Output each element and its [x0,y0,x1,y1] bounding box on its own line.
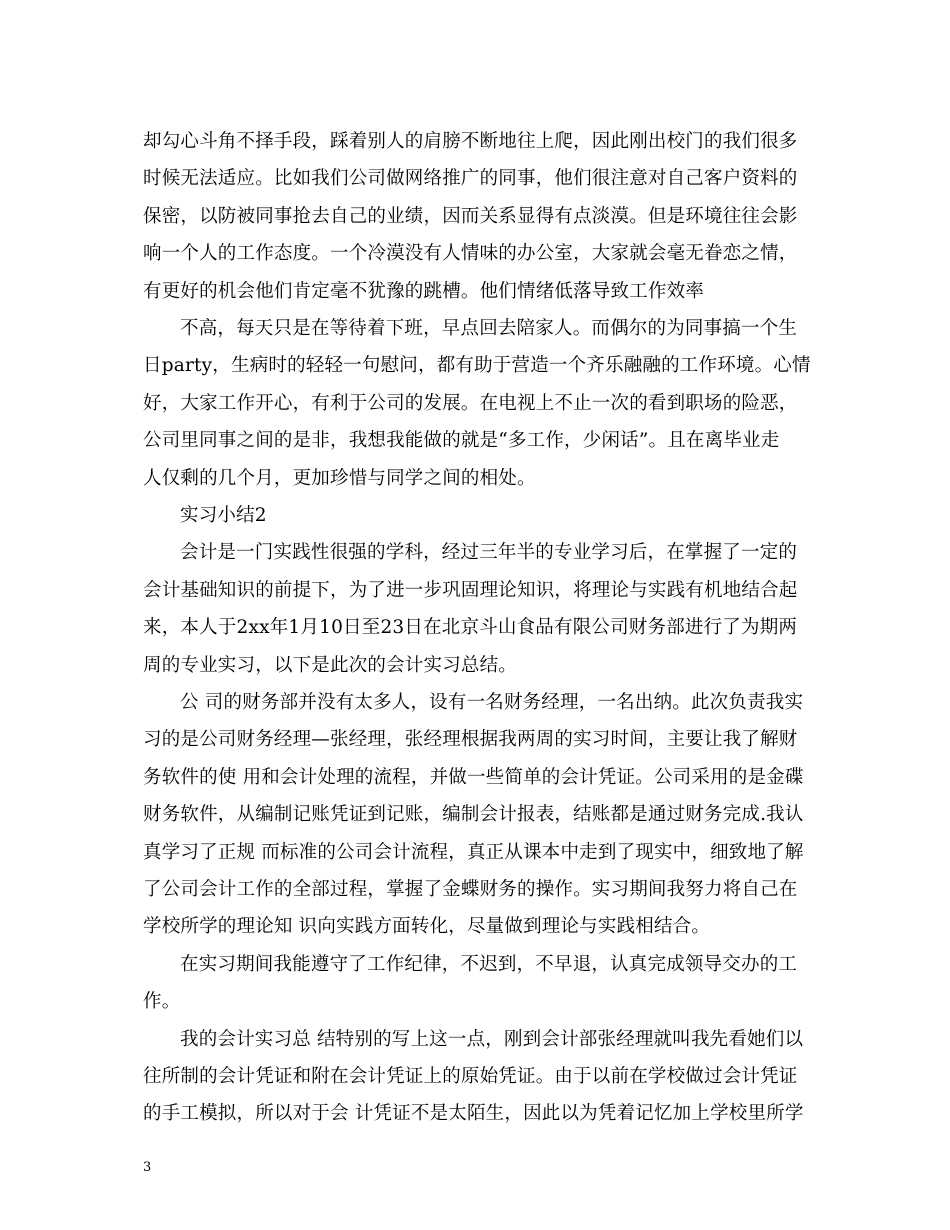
text-line: 学校所学的理论知 识向实践方面转化，尽量做到理论与实践相结合。 [143,916,711,938]
text-line: 有更好的机会他们肯定毫不犹豫的跳槽。他们情绪低落导致工作效率 [143,280,705,302]
text-line: 往所制的会计凭证和附在会计凭证上的原始凭证。由于以前在学校做过会计凭证 [143,1066,798,1087]
text-line: 人仅剩的几个月，更加珍惜与同学之间的相处。 [143,467,536,489]
text-line: 却勾心斗角不择手段，踩着别人的肩膀不断地往上爬，因此刚出校门的我们很多 [143,131,798,152]
text-line: 财务软件，从编制记账凭证到记账，编制会计报表，结账都是通过财务完成.我认 [143,804,804,826]
text-line: 务软件的使 用和会计处理的流程，并做一些简单的会计凭证。公司采用的是金碟 [143,766,804,788]
text-line: 习的是公司财务经理—张经理，张经理根据我两周的实习时间，主要让我了解财 [143,729,798,751]
text-line: 响一个人的工作态度。一个冷漠没有人情味的办公室，大家就会毫无眷恋之情， [143,243,798,265]
text-line: 周的专业实习，以下是此次的会计实习总结。 [143,654,518,676]
paragraph-start-line: 在实习期间我能遵守了工作纪律，不迟到，不早退，认真完成领导交办的工 [180,953,798,975]
paragraph-start-line: 公 司的财务部并没有太多人，设有一名财务经理，一名出纳。此次负责我实 [180,692,804,713]
text-line: 公司里同事之间的是非，我想我能做的就是“多工作，少闲话”。且在离毕业走 [143,430,780,452]
text-line: 了公司会计工作的全部过程，掌握了金蝶财务的操作。实习期间我努力将自己在 [143,879,798,900]
text-line: 时候无法适应。比如我们公司做网络推广的同事，他们很注意对自己客户资料的 [143,168,798,190]
text-line: 会计基础知识的前提下，为了进一步巩固理论知识，将理论与实践有机地结合起 [143,579,798,601]
text-line: 好，大家工作开心，有利于公司的发展。在电视上不止一次的看到职场的险恶， [143,392,798,414]
text-line: 的手工模拟，所以对于会 计凭证不是太陌生，因此以为凭着记忆加上学校里所学 [143,1103,804,1125]
text-line: 作。 [143,991,181,1013]
paragraph-start-line: 我的会计实习总 结特别的写上这一点，刚到会计部张经理就叫我先看她们以 [180,1028,804,1050]
page-number: 3 [143,1160,152,1175]
text-line: 日party，生病时的轻轻一句慰问，都有助于营造一个齐乐融融的工作环境。心情 [143,355,811,377]
paragraph-start-line: 会计是一门实践性很强的学科，经过三年半的专业学习后，在掌握了一定的 [180,542,798,564]
section-heading: 实习小结2 [180,505,267,526]
paragraph-start-line: 不高，每天只是在等待着下班，早点回去陪家人。而偶尔的为同事搞一个生 [180,318,798,339]
text-line: 真学习了正规 而标准的公司会计流程，真正从课本中走到了现实中，细致地了解 [143,841,804,863]
text-line: 保密，以防被同事抢去自己的业绩，因而关系显得有点淡漠。但是环境往往会影 [143,205,798,227]
text-line: 来，本人于2xx年1月10日至23日在北京斗山食品有限公司财务部进行了为期两 [143,617,798,639]
